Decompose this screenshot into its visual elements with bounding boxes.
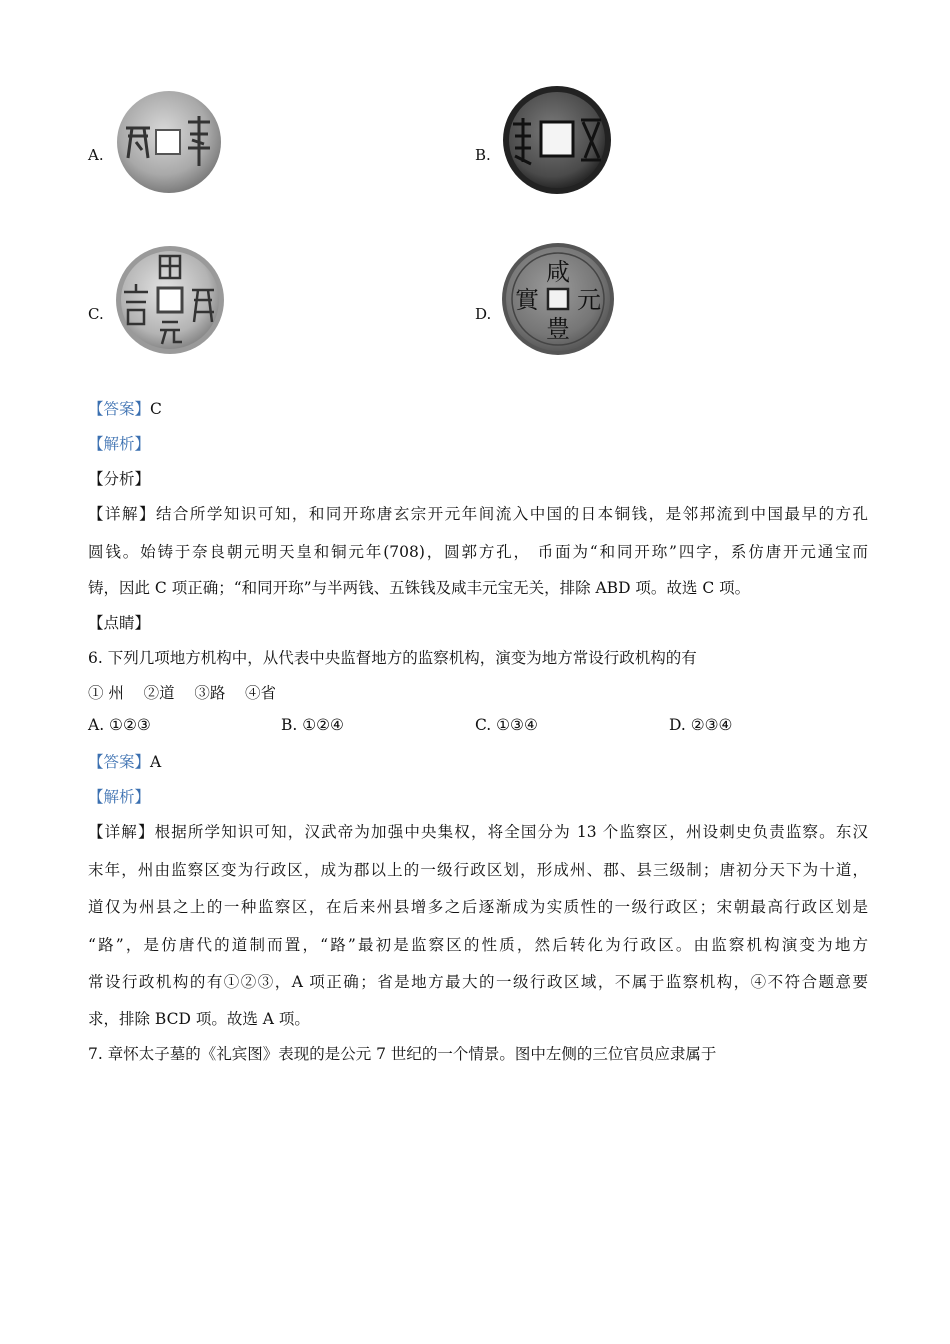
- q6-detail-tag: 【详解】: [88, 823, 155, 841]
- option-b-label: B.: [475, 146, 491, 164]
- q6-detail-text-1: 根据所学知识可知，汉武帝为加强中央集权，将全国分为 13 个监察区，州设刺史负责监察。东汉: [154, 823, 868, 841]
- q7-stem: 7. 章怀太子墓的《礼宾图》表现的是公元 7 世纪的一个情景。图中左侧的三位官员应隶属于: [88, 1045, 717, 1063]
- q5-detail-line-2: 圆钱。始铸于奈良朝元明天皇和铜元年(708)，圆郭方孔， 币面为“和同开珎”四字，系仿唐开元通宝而: [88, 543, 868, 561]
- q5-fenxi-tag: 【分析】: [88, 470, 151, 488]
- q5-analysis-tag: 【解析】: [88, 435, 151, 453]
- option-d-label: D.: [475, 305, 492, 323]
- q5-answer-tag: 【答案】: [88, 400, 151, 418]
- q6-detail-line-1: [88, 821, 868, 843]
- q6-detail-line-2: 末年，州由监察区变为行政区，成为郡以上的一级行政区划，形成州、郡、县三级制；唐初分天下为十道，: [88, 861, 868, 879]
- coin-d-image: [501, 242, 615, 356]
- q5-detail-line-3: 铸，因此 C 项正确；“和同开珎”与半两钱、五铢钱及咸丰元宝无关，排除 ABD 项。故选 C 项。: [88, 579, 751, 597]
- q6-choice-b: B. ①②④: [281, 716, 344, 734]
- q6-choice-a: A. ①②③: [88, 716, 151, 734]
- coin-c-image: [114, 244, 226, 356]
- coin-a-image: [114, 86, 224, 196]
- coin-b-image: [501, 84, 613, 196]
- coin-d-char-left: 實: [515, 286, 539, 314]
- q6-detail-line-3: 道仅为州县之上的一种监察区，在后来州县增多之后逐渐成为实质性的一级行政区；宋朝最高行政区划是: [88, 898, 868, 916]
- option-c-label: C.: [88, 305, 104, 323]
- q6-detail-line-6: 求，排除 BCD 项。故选 A 项。: [88, 1010, 310, 1028]
- q6-detail-line-5: 常设行政机构的有①②③，A 项正确；省是地方最大的一级行政区域，不属于监察机构，④不符合题意要: [88, 973, 868, 991]
- q5-answer-value: C: [150, 400, 162, 418]
- q5-comment-tag: 【点睛】: [88, 614, 151, 632]
- q6-detail-line-4: “路”，是仿唐代的道制而置，“路”最初是监察区的性质，然后转化为行政区。由监察机构演变为地方: [88, 936, 868, 954]
- coin-d-char-right: 元: [577, 286, 601, 314]
- coin-d-char-top: 咸: [546, 258, 570, 286]
- q6-choice-c: C. ①③④: [475, 716, 538, 734]
- q6-answer-line: [88, 751, 868, 773]
- q5-detail-text-1: 结合所学知识可知，和同开珎唐玄宗开元年间流入中国的日本铜钱，是邻邦流到中国最早的方孔: [155, 505, 868, 523]
- q6-answer-value: A: [150, 753, 162, 771]
- q6-analysis-tag: 【解析】: [88, 788, 151, 806]
- q6-choices: [88, 716, 868, 738]
- q6-items: ① 州 ②道 ③路 ④省: [88, 684, 277, 702]
- q5-detail-tag: 【详解】: [88, 505, 156, 523]
- q6-answer-tag: 【答案】: [88, 753, 151, 771]
- q6-choice-d: D. ②③④: [669, 716, 733, 734]
- q5-detail-line-1: [88, 503, 868, 525]
- q5-answer-line: [88, 398, 868, 420]
- option-a-label: A.: [88, 146, 104, 164]
- coin-d-char-bottom: 豊: [546, 315, 570, 343]
- q6-stem: 6. 下列几项地方机构中，从代表中央监督地方的监察机构，演变为地方常设行政机构的有: [88, 649, 697, 667]
